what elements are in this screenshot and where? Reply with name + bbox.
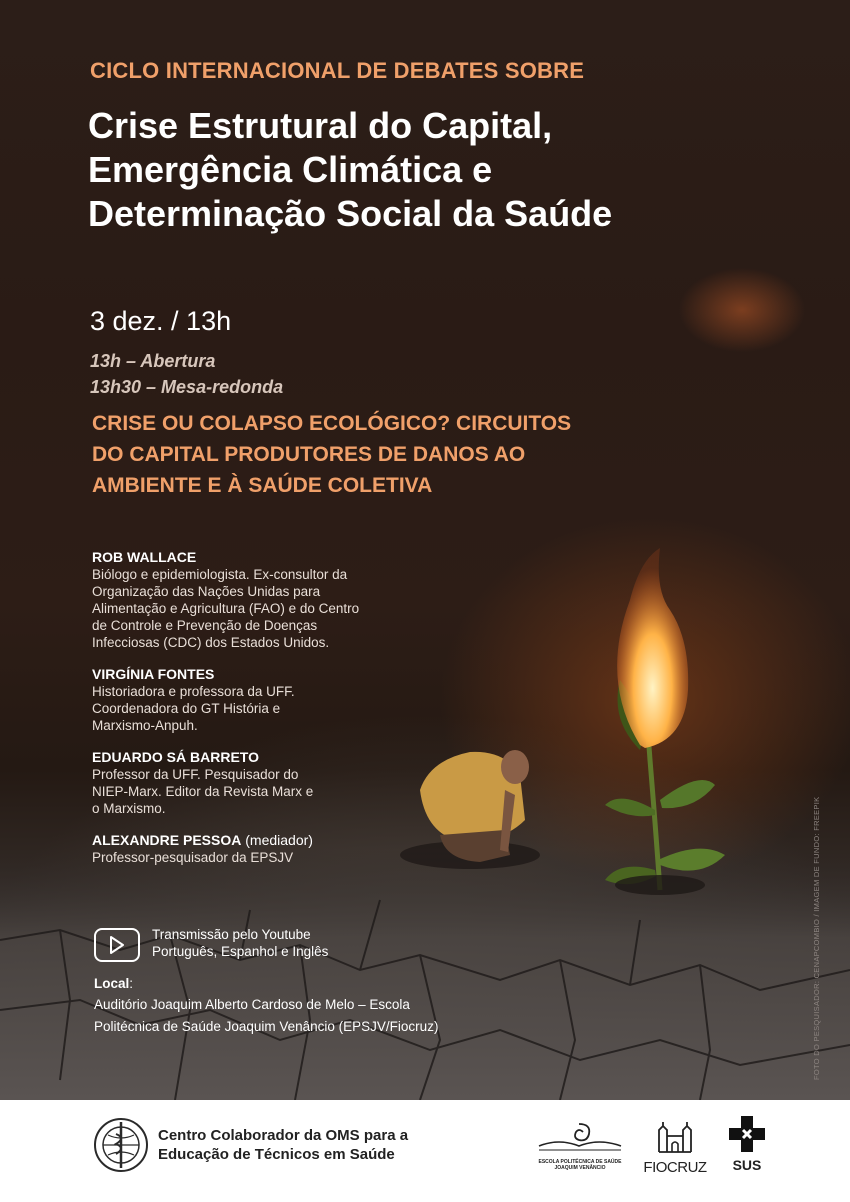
venue-label-colon: : (129, 976, 134, 991)
speaker-bio-line: Infecciosas (CDC) dos Estados Unidos. (92, 635, 330, 650)
speaker-role: (mediador) (241, 832, 313, 848)
speaker-alexandre-pessoa (92, 832, 452, 866)
speaker-bio-line: de Controle e Prevenção de Doenças (92, 618, 318, 633)
speaker-bio (92, 683, 452, 734)
play-icon[interactable] (94, 928, 140, 962)
theme-line: CRISE OU COLAPSO ECOLÓGICO? CIRCUITOS (92, 412, 572, 435)
sus-cross-icon (729, 1116, 765, 1152)
speaker-bio (92, 566, 452, 651)
speaker-rob-wallace (92, 549, 452, 651)
who-emblem-icon (92, 1116, 150, 1174)
epsjv-line: ESCOLA POLITÉCNICA DE SAÚDE (538, 1159, 622, 1165)
speaker-name: VIRGÍNIA FONTES (92, 666, 215, 682)
speaker-bio (92, 849, 452, 866)
stream-text (152, 926, 328, 960)
venue-address (94, 994, 554, 1038)
who-text (158, 1126, 408, 1164)
speaker-bio-line: Professor-pesquisador da EPSJV (92, 850, 294, 865)
schedule (90, 348, 283, 400)
speaker-eduardo-sa-barreto (92, 749, 452, 817)
photo-credit: FOTO DO PESQUISADOR: CENAPCOMBIO / IMAGEM DE FUNDO: FREEPIK (812, 796, 821, 1080)
schedule-item-roundtable: 13h30 – Mesa-redonda (90, 377, 284, 397)
fiocruz-logo (640, 1116, 710, 1176)
fiocruz-castle-icon (655, 1116, 695, 1154)
theme-line: DO CAPITAL PRODUTORES DE DANOS AO (92, 443, 526, 466)
youtube-stream-info[interactable] (94, 926, 328, 962)
who-line: Educação de Técnicos em Saúde (158, 1146, 395, 1163)
event-title (88, 104, 728, 236)
schedule-item-opening: 13h – Abertura (90, 351, 216, 371)
speaker-bio-line: Coordenadora do GT História e (92, 701, 281, 716)
footer-logos (0, 1100, 850, 1202)
theme-line: AMBIENTE E À SAÚDE COLETIVA (92, 474, 433, 497)
who-line: Centro Colaborador da OMS para a (158, 1127, 409, 1144)
venue-label: Local (94, 976, 130, 991)
venue-info (94, 974, 554, 1038)
event-date: 3 dez. / 13h (90, 306, 232, 336)
event-title-line: Emergência Climática e (88, 149, 493, 190)
venue-line: Politécnica de Saúde Joaquim Venâncio (EPSJV/Fiocruz) (94, 1019, 439, 1034)
event-title-line: Crise Estrutural do Capital, (88, 105, 553, 146)
speaker-bio (92, 766, 452, 817)
speaker-name: EDUARDO SÁ BARRETO (92, 749, 259, 765)
epsjv-logo (535, 1120, 625, 1171)
sus-wordmark: SUS (732, 1157, 762, 1173)
speaker-bio-line: Historiadora e professora da UFF. (92, 684, 295, 699)
speaker-bio-line: Biólogo e epidemiologista. Ex-consultor da (92, 567, 348, 582)
series-eyebrow: CICLO INTERNACIONAL DE DEBATES SOBRE (90, 58, 585, 83)
speaker-bio-line: Professor da UFF. Pesquisador do (92, 767, 299, 782)
sus-logo (724, 1116, 770, 1173)
speaker-bio-line: NIEP-Marx. Editor da Revista Marx e (92, 784, 314, 799)
event-title-line: Determinação Social da Saúde (88, 193, 613, 234)
epsjv-emblem-icon (535, 1120, 625, 1154)
speaker-name: ROB WALLACE (92, 549, 197, 565)
roundtable-theme (92, 408, 692, 501)
who-collaborating-centre-logo (92, 1116, 408, 1174)
epsjv-line: JOAQUIM VENÂNCIO (554, 1165, 606, 1171)
speaker-bio-line: Marxismo-Anpuh. (92, 718, 198, 733)
fiocruz-wordmark: FIOCRUZ (643, 1159, 707, 1176)
burning-plant (605, 548, 725, 895)
speaker-bio-line: o Marxismo. (92, 801, 166, 816)
stream-languages: Português, Espanhol e Inglês (152, 944, 329, 959)
speaker-name: ALEXANDRE PESSOA (92, 832, 242, 848)
speaker-list (92, 549, 452, 881)
speaker-bio-line: Organização das Nações Unidas para (92, 584, 321, 599)
speaker-virginia-fontes (92, 666, 452, 734)
speaker-bio-line: Alimentação e Agricultura (FAO) e do Centro (92, 601, 360, 616)
venue-line: Auditório Joaquim Alberto Cardoso de Melo – Escola (94, 997, 410, 1012)
stream-platform: Transmissão pelo Youtube (152, 927, 311, 942)
